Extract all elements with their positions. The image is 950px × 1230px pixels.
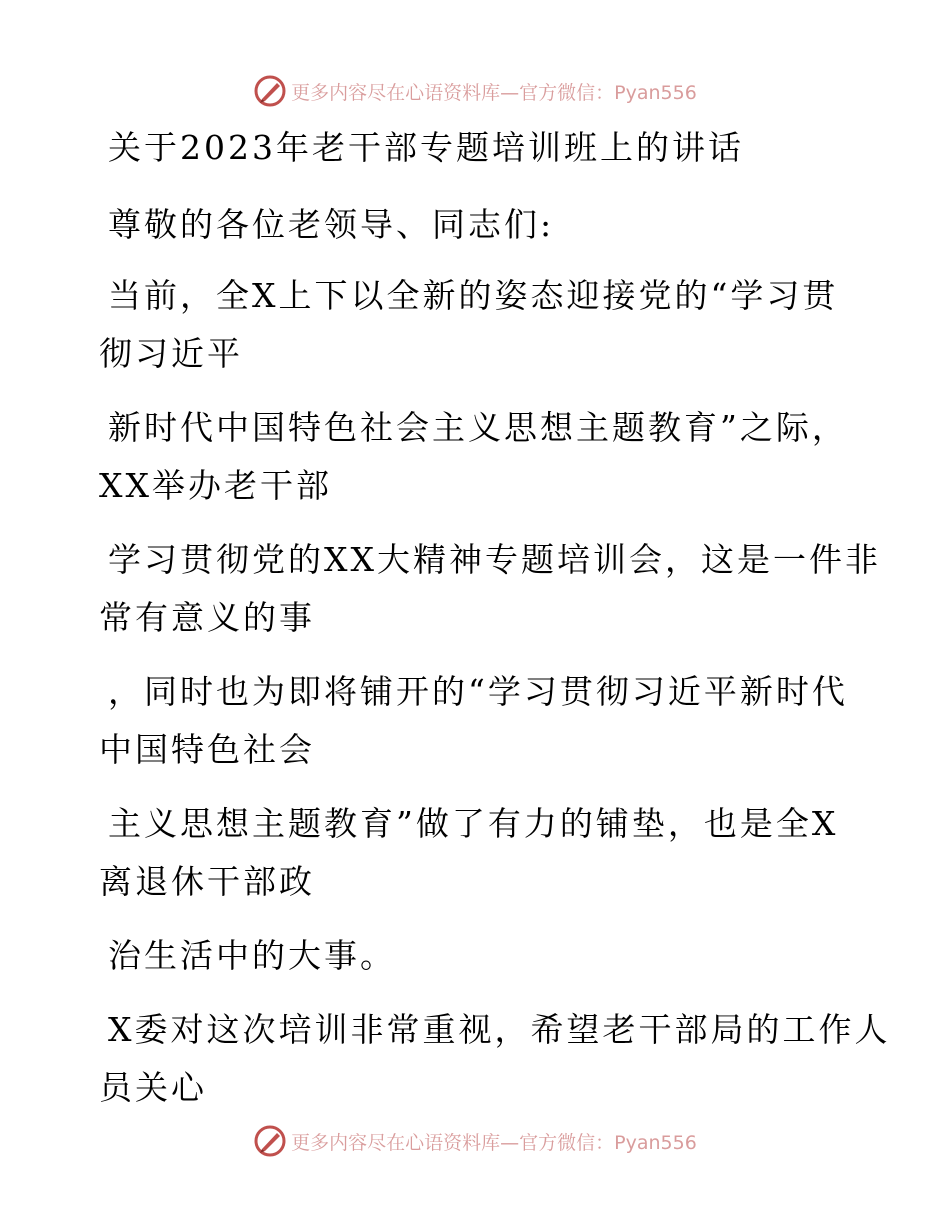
watermark-text: 更多内容尽在心语资料库—官方微信：Pyan556 — [291, 1131, 697, 1154]
watermark-text: 更多内容尽在心语资料库—官方微信：Pyan556 — [291, 81, 697, 104]
paragraph-line: 新时代中国特色社会主义思想主题教育”之际， — [108, 408, 848, 447]
paragraph-line: 治生活中的大事。 — [108, 936, 396, 975]
paragraph-line: 彻习近平 — [99, 334, 243, 373]
paragraph-line: 主义思想主题教育”做了有力的铺垫，也是全X — [108, 804, 839, 843]
paragraph-line: 离退休干部政 — [99, 862, 315, 901]
paragraph-line: 中国特色社会 — [99, 730, 315, 769]
salutation: 尊敬的各位老领导、同志们: — [108, 205, 555, 244]
paragraph-line: ，同时也为即将铺开的“学习贯彻习近平新时代 — [108, 672, 848, 711]
footer-watermark — [0, 1121, 950, 1161]
paragraph-line: XX举办老干部 — [99, 466, 332, 505]
paragraph-line: 学习贯彻党的XX大精神专题培训会，这是一件非 — [108, 540, 881, 579]
paragraph-line: 当前，全X上下以全新的姿态迎接党的“学习贯 — [108, 276, 839, 315]
document-title: 关于2023年老干部专题培训班上的讲话 — [108, 128, 744, 167]
paragraph-line: 员关心 — [99, 1068, 207, 1107]
paragraph-line: 常有意义的事 — [99, 598, 315, 637]
quill-logo-icon — [253, 1124, 287, 1158]
paragraph-line: X委对这次培训非常重视，希望老干部局的工作人 — [108, 1010, 891, 1049]
